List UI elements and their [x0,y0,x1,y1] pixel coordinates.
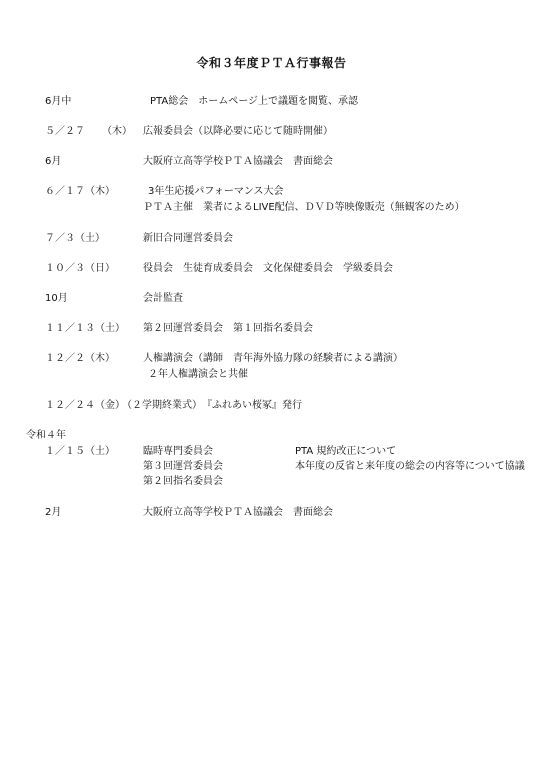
row-date: 2月 [45,507,62,518]
row-date: １１／１３（土） [45,323,125,334]
jan-item-left: 臨時専門委員会 [143,446,213,457]
row-desc: 大阪府立高等学校ＰＴＡ協議会 書面総会 [143,156,333,167]
jan-item-left: 第２回指名委員会 [143,476,223,487]
row-desc: （２学期終業式） 『ふれあい桜冢』発行 [122,400,302,411]
row-date: １２／２（木） [45,353,115,364]
row-desc: 新旧合同運営委員会 [143,233,233,244]
year-label: 令和４年 [26,430,66,441]
jan-item-right: 本年度の反省と来年度の総会の内容等について協議 [295,461,525,472]
row-date: １／１５（土） [45,446,115,457]
jan-item-right: PTA 規約改正について [295,446,397,457]
row-desc: 広報委員会（以降必要に応じて随時開催） [143,126,333,137]
row-date: １２／２４（金） [45,400,125,411]
row-desc-continued: ２年人権講演会と共催 [148,369,248,380]
row-desc: PTA総会 ホームページ上で議題を閲覧、承認 [150,96,359,107]
row-date: 10月 [45,293,68,304]
row-desc: 3年生応援パフォーマンス大会 [148,186,284,197]
row-date: ５／２７ [45,126,85,137]
row-desc: 大阪府立高等学校ＰＴＡ協議会 書面総会 [143,507,333,518]
row-desc: 第２回運営委員会 第１回指名委員会 [143,323,313,334]
row-date: ６／１７（木） [45,186,115,197]
row-desc-continued: ＰＴＡ主催 業者によるLIVE配信、ＤＶＤ等映像販売（無観客のため） [143,202,465,213]
row-desc: 役員会 生徒育成委員会 文化保健委員会 学級委員会 [143,263,393,274]
row-date: 6月 [45,156,62,167]
row-date: ７／３（土） [45,233,105,244]
row-desc: 人権講演会（講師 青年海外協力隊の経験者による講演） [143,353,403,364]
page-title: 令和３年度ＰＴＡ行事報告 [196,56,347,70]
row-date: 6月中 [45,96,72,107]
row-dow: （木） [102,126,132,137]
row-date: １０／３（日） [45,263,115,274]
jan-item-left: 第３回運営委員会 [143,461,223,472]
row-desc: 会計監査 [143,293,183,304]
